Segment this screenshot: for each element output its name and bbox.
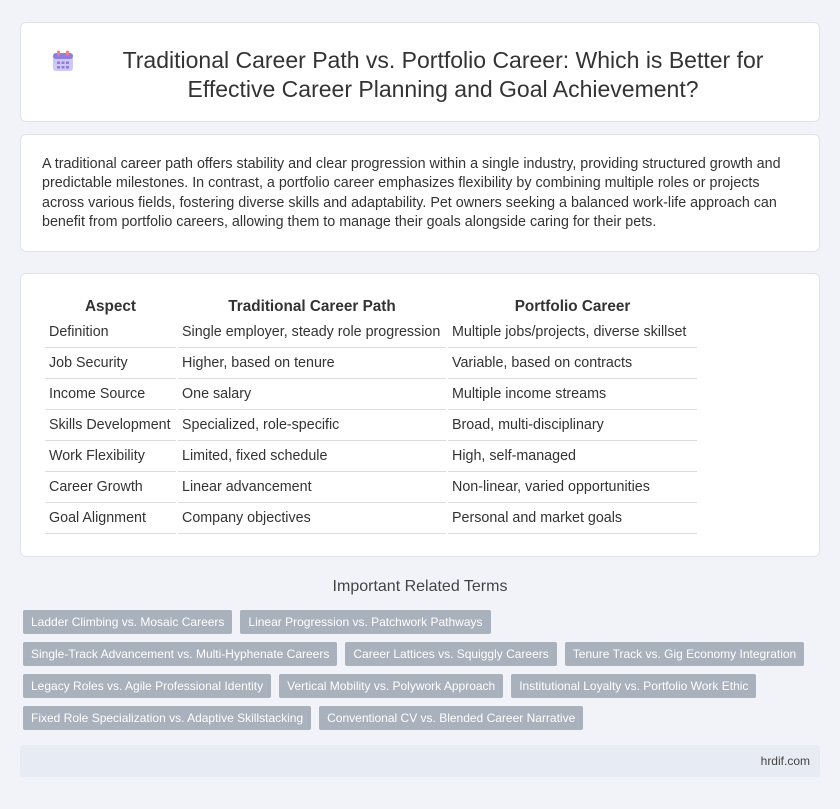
- footer: [20, 745, 820, 777]
- traditional-cell: Limited, fixed schedule: [178, 441, 446, 472]
- related-term-tag[interactable]: Institutional Loyalty vs. Portfolio Work Ethic: [511, 674, 756, 698]
- aspect-cell: Job Security: [45, 348, 176, 379]
- traditional-cell: Company objectives: [178, 503, 446, 534]
- table-row: [45, 503, 697, 534]
- related-term-tag[interactable]: Legacy Roles vs. Agile Professional Identity: [23, 674, 271, 698]
- portfolio-cell: Multiple income streams: [448, 379, 697, 410]
- aspect-cell: Income Source: [45, 379, 176, 410]
- portfolio-cell: Personal and market goals: [448, 503, 697, 534]
- comparison-table: [43, 296, 699, 534]
- related-term-tag[interactable]: Fixed Role Specialization vs. Adaptive Skillstacking: [23, 706, 311, 730]
- table-row: [45, 379, 697, 410]
- table-row: [45, 410, 697, 441]
- aspect-cell: Definition: [45, 317, 176, 348]
- title-card: [20, 22, 820, 122]
- table-row: [45, 348, 697, 379]
- intro-card: [20, 134, 820, 252]
- comparison-card: [20, 273, 820, 557]
- related-term-tag[interactable]: Career Lattices vs. Squiggly Careers: [345, 642, 556, 666]
- table-row: [45, 317, 697, 348]
- aspect-cell: Goal Alignment: [45, 503, 176, 534]
- portfolio-cell: Broad, multi-disciplinary: [448, 410, 697, 441]
- aspect-cell: Skills Development: [45, 410, 176, 441]
- portfolio-cell: Non-linear, varied opportunities: [448, 472, 697, 503]
- intro-paragraph: A traditional career path offers stability and clear progression within a single industry, providing structured growth and predictable milestones. In contrast, a portfolio career emphasizes flexibility by combining multiple roles or projects across various fields, fostering diverse skills and adaptability. Pet owners seeking a balanced work-life approach can benefit from portfolio careers, allowing them to manage their goals alongside caring for their pets.: [42, 156, 781, 231]
- related-term-tag[interactable]: Ladder Climbing vs. Mosaic Careers: [23, 610, 232, 634]
- related-term-tag[interactable]: Vertical Mobility vs. Polywork Approach: [279, 674, 503, 698]
- related-terms-heading: Important Related Terms: [332, 578, 508, 595]
- column-header-portfolio: Portfolio Career: [514, 297, 631, 315]
- related-term-tag[interactable]: Conventional CV vs. Blended Career Narrative: [319, 706, 583, 730]
- portfolio-cell: Multiple jobs/projects, diverse skillset: [448, 317, 697, 348]
- related-terms-list: [23, 610, 813, 738]
- portfolio-cell: Variable, based on contracts: [448, 348, 697, 379]
- calendar-icon: [51, 49, 75, 73]
- traditional-cell: Linear advancement: [178, 472, 446, 503]
- related-term-tag[interactable]: Linear Progression vs. Patchwork Pathways: [240, 610, 490, 634]
- footer-site-link[interactable]: hrdif.com: [760, 754, 810, 768]
- related-term-tag[interactable]: Single-Track Advancement vs. Multi-Hyphenate Careers: [23, 642, 337, 666]
- traditional-cell: Higher, based on tenure: [178, 348, 446, 379]
- related-term-tag[interactable]: Tenure Track vs. Gig Economy Integration: [565, 642, 804, 666]
- traditional-cell: Single employer, steady role progression: [178, 317, 446, 348]
- aspect-cell: Work Flexibility: [45, 441, 176, 472]
- page-title: Traditional Career Path vs. Portfolio Career: Which is Better for Effective Career Planning and Goal Achievement?: [122, 47, 764, 102]
- column-header-traditional: Traditional Career Path: [228, 297, 396, 315]
- traditional-cell: Specialized, role-specific: [178, 410, 446, 441]
- portfolio-cell: High, self-managed: [448, 441, 697, 472]
- table-row: [45, 472, 697, 503]
- table-header-row: [45, 296, 697, 317]
- traditional-cell: One salary: [178, 379, 446, 410]
- column-header-aspect: Aspect: [84, 297, 136, 315]
- aspect-cell: Career Growth: [45, 472, 176, 503]
- table-row: [45, 441, 697, 472]
- title-wrap: [21, 23, 819, 104]
